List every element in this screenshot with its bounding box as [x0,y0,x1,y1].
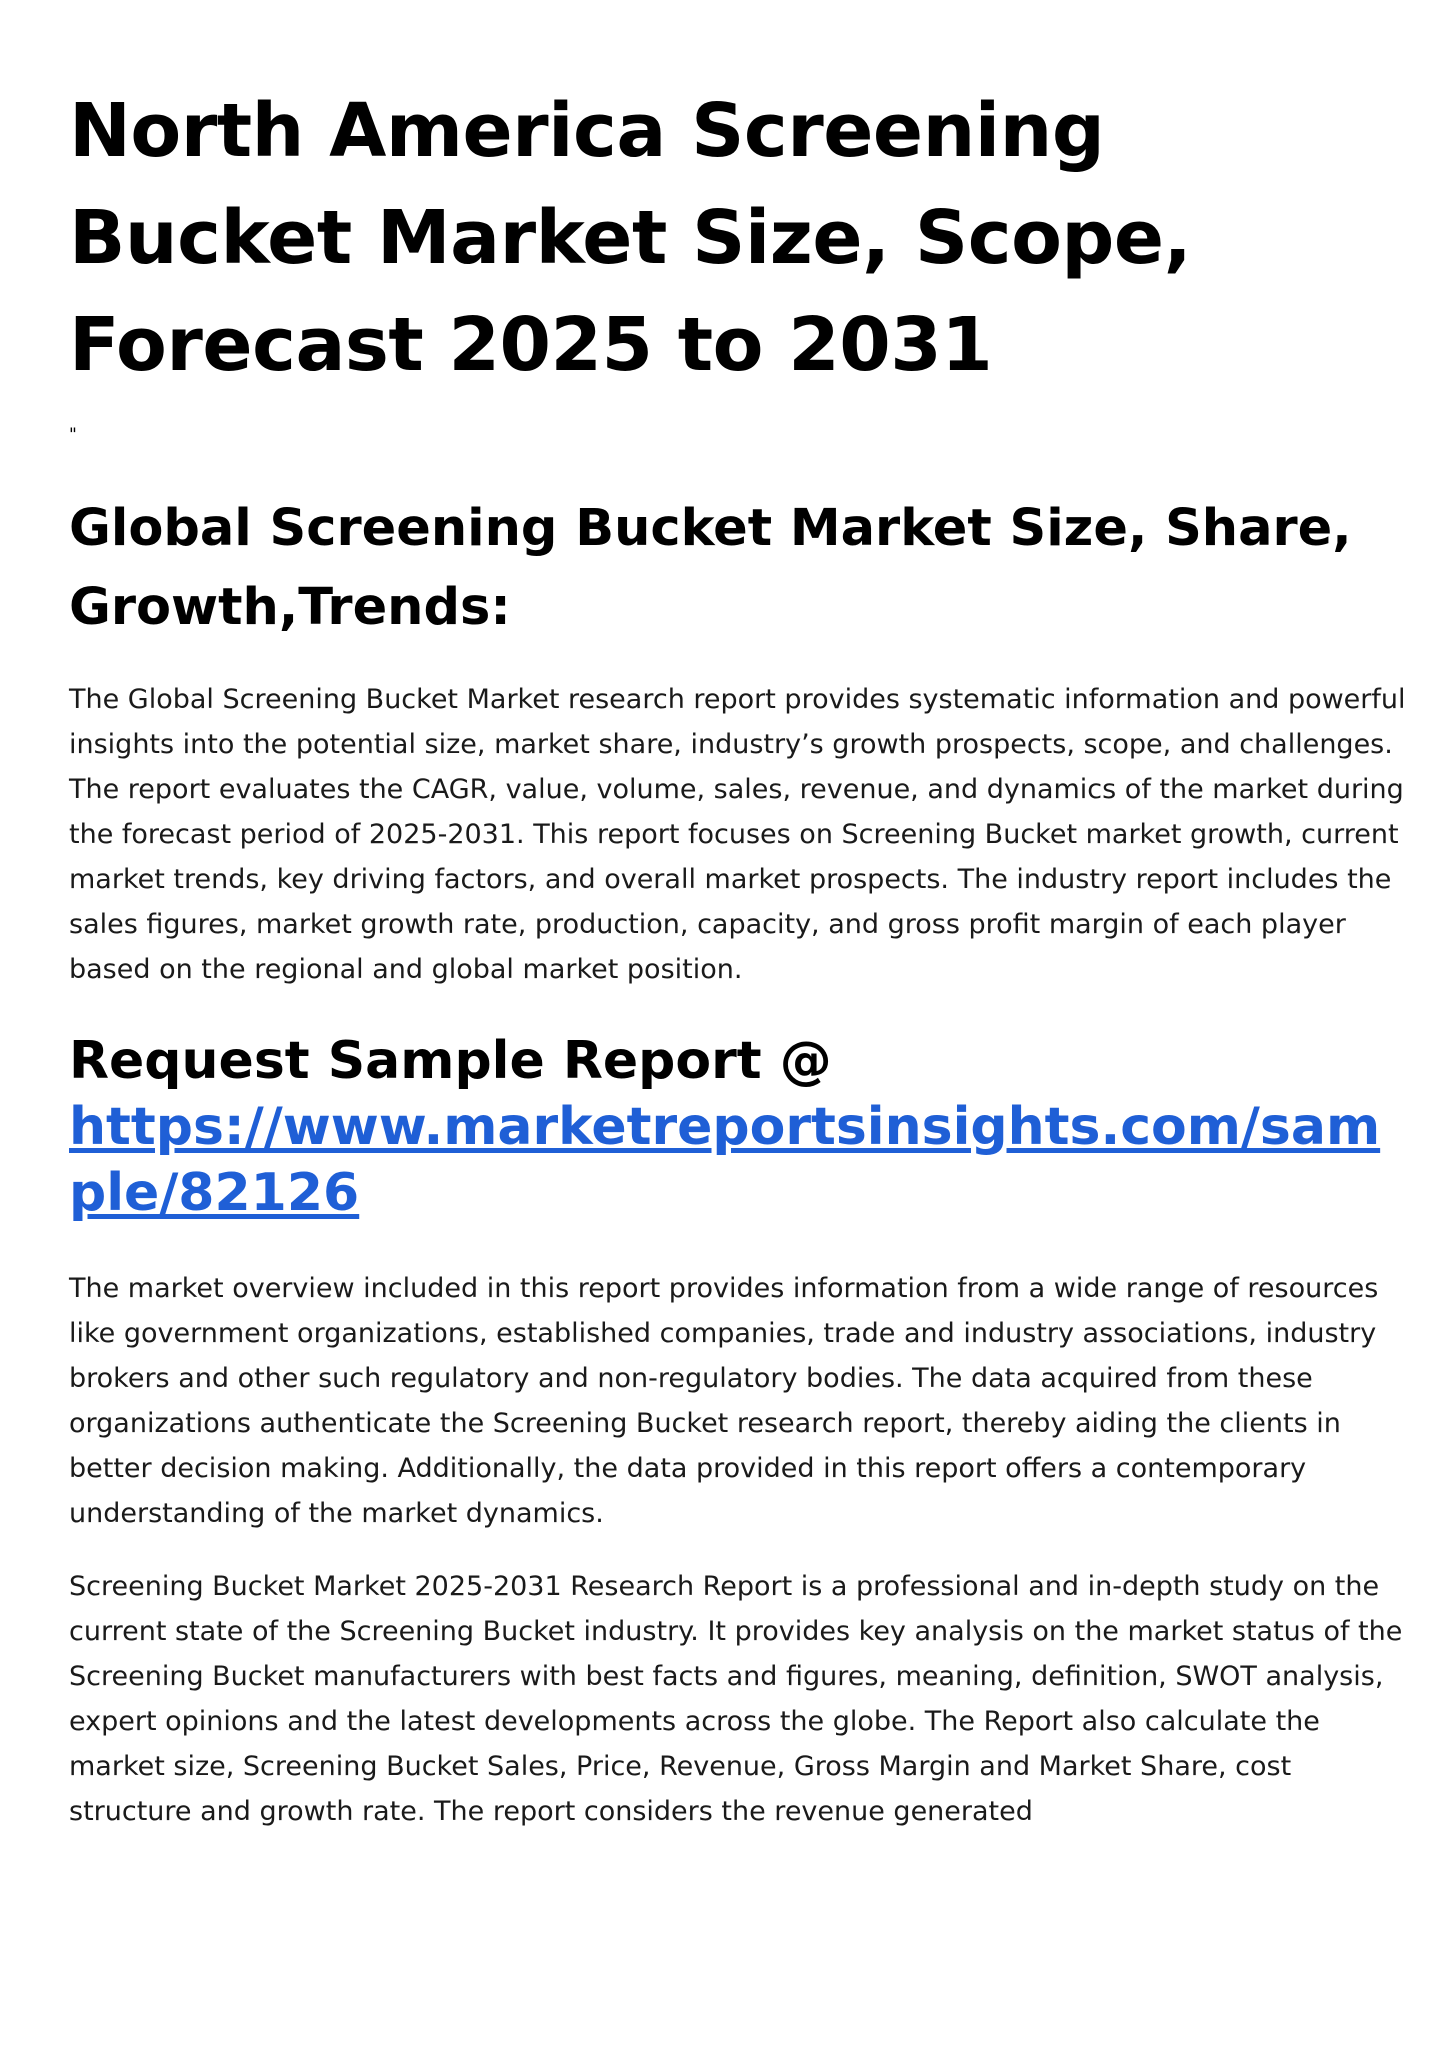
document-page [69,78,1409,1834]
request-sample-heading: Request Sample Report @ [69,1031,832,1091]
overview-paragraph: The market overview included in this report provides information from a wide range of resources like government organizations, established companies, trade and industry associations, industry brokers and other such regulatory and non-regulatory bodies. The data acquired from these organizations authenticate the Screening Bucket research report, thereby aiding the clients in better decision making. Additionally, the data provided in this report offers a contemporary understanding of the market dynamics. [69,1273,1379,1529]
request-sample-link[interactable]: https://www.marketreportsinsights.com/sample/82126 [69,1097,1381,1223]
study-paragraph: Screening Bucket Market 2025-2031 Research Report is a professional and in-depth study on the current state of the Screening Bucket industry. It provides key analysis on the market status of the Screening Bucket manufacturers with best facts and figures, meaning, definition, SWOT analysis, expert opinions and the latest developments across the globe. The Report also calculate the market size, Screening Bucket Sales, Price, Revenue, Gross Margin and Market Share, cost structure and growth rate. The report considers the revenue generated [69,1571,1403,1827]
page-title: North America Screening Bucket Market Size, Scope, Forecast 2025 to 2031 [69,88,1192,388]
section-heading-market-trends: Global Screening Bucket Market Size, Share, Growth,Trends: [69,499,1352,637]
intro-paragraph: The Global Screening Bucket Market research report provides systematic information and powerful insights into the potential size, market share, industry’s growth prospects, scope, and challenges. The report evaluates the CAGR, value, volume, sales, revenue, and dynamics of the market during the forecast period of 2025-2031. This report focuses on Screening Bucket market growth, current market trends, key driving factors, and overall market prospects. The industry report includes the sales figures, market growth rate, production, capacity, and gross profit margin of each player based on the regional and global market position. [69,684,1406,985]
quote-mark: " [69,425,77,445]
